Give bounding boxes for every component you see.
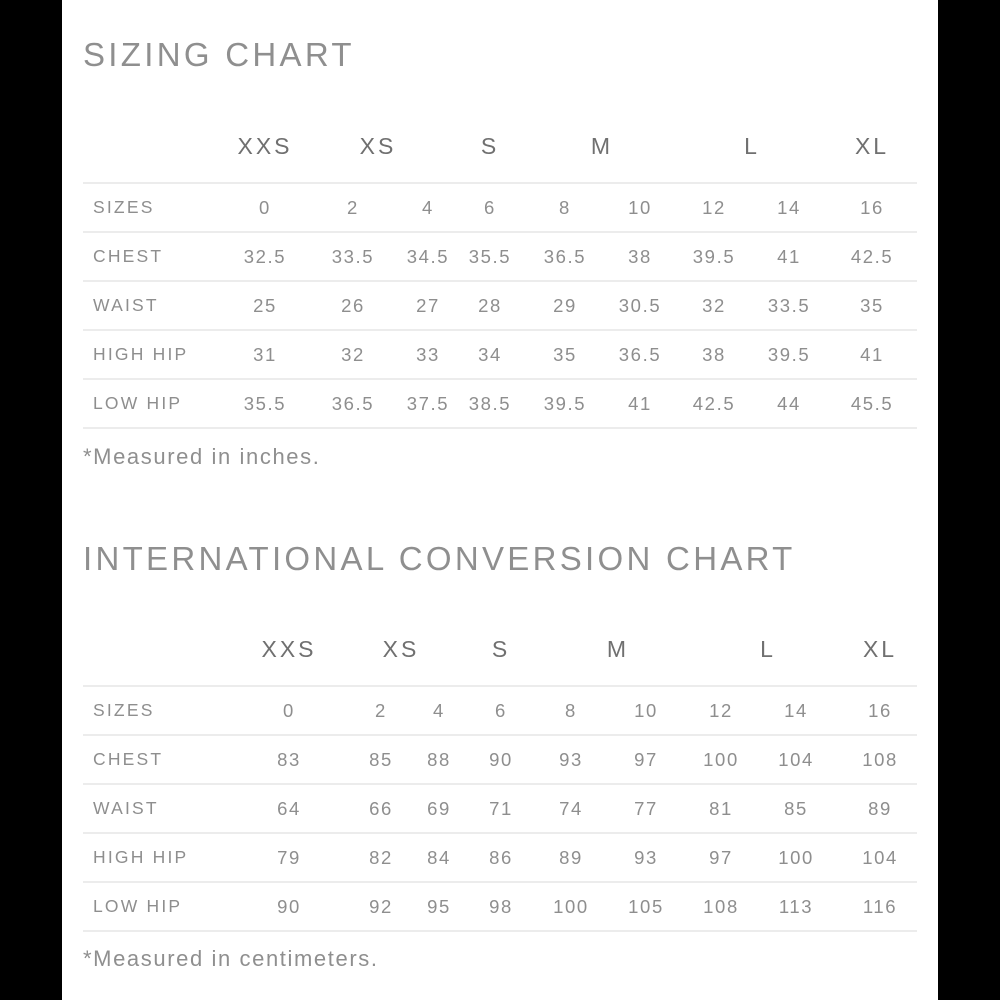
table-cell: 31 (227, 330, 303, 379)
header-spacer (83, 613, 235, 686)
table-cell: 32 (303, 330, 403, 379)
table-cell: 84 (419, 833, 459, 882)
table-cell: 41 (827, 330, 917, 379)
conversion-chart-title: INTERNATIONAL CONVERSION CHART (83, 540, 796, 577)
size-header: XS (359, 132, 397, 159)
table-cell: 100 (693, 735, 749, 784)
size-header-row (83, 613, 917, 686)
table-cell: 34.5 (403, 232, 453, 281)
table-cell: 29 (527, 281, 603, 330)
table-cell: 33 (403, 330, 453, 379)
row-label: LOW HIP (83, 882, 235, 931)
table-cell: 8 (527, 183, 603, 232)
table-cell: 95 (419, 882, 459, 931)
table-cell: 38 (677, 330, 751, 379)
size-header: L (760, 635, 776, 662)
table-cell: 33.5 (751, 281, 827, 330)
header-spacer (83, 110, 227, 183)
table-cell: 39.5 (751, 330, 827, 379)
size-header: XL (862, 635, 898, 662)
table-cell: 100 (749, 833, 843, 882)
table-cell: 81 (693, 784, 749, 833)
table-cell: 12 (693, 686, 749, 735)
table-cell: 104 (843, 833, 917, 882)
table-cell: 30.5 (603, 281, 677, 330)
table-cell: 4 (403, 183, 453, 232)
table-cell: 2 (303, 183, 403, 232)
table-cell: 41 (603, 379, 677, 428)
table-cell: 6 (459, 686, 543, 735)
table-cell: 66 (343, 784, 419, 833)
table-cell: 83 (235, 735, 343, 784)
size-header: XXS (261, 635, 317, 662)
row-label: SIZES (83, 686, 235, 735)
table-cell: 97 (599, 735, 693, 784)
table-cell: 44 (751, 379, 827, 428)
table-row (83, 735, 917, 784)
size-header: S (491, 635, 511, 662)
sizing-chart-title: SIZING CHART (83, 36, 355, 73)
table-cell: 27 (403, 281, 453, 330)
conversion-chart-table (83, 613, 917, 932)
row-label: WAIST (83, 784, 235, 833)
row-label: SIZES (83, 183, 227, 232)
table-cell: 38.5 (453, 379, 527, 428)
table-cell: 38 (603, 232, 677, 281)
table-cell: 90 (459, 735, 543, 784)
table-cell: 0 (227, 183, 303, 232)
table-cell: 39.5 (527, 379, 603, 428)
size-header: XXS (237, 132, 293, 159)
table-cell: 77 (599, 784, 693, 833)
table-cell: 6 (453, 183, 527, 232)
table-cell: 35 (527, 330, 603, 379)
table-cell: 26 (303, 281, 403, 330)
table-cell: 4 (419, 686, 459, 735)
table-cell: 35 (827, 281, 917, 330)
table-cell: 35.5 (227, 379, 303, 428)
table-cell: 90 (235, 882, 343, 931)
table-row (83, 686, 917, 735)
table-cell: 25 (227, 281, 303, 330)
table-cell: 39.5 (677, 232, 751, 281)
table-cell: 41 (751, 232, 827, 281)
table-cell: 32.5 (227, 232, 303, 281)
size-header: L (744, 132, 760, 159)
table-cell: 97 (693, 833, 749, 882)
table-cell: 34 (453, 330, 527, 379)
table-cell: 88 (419, 735, 459, 784)
table-cell: 33.5 (303, 232, 403, 281)
table-row (83, 882, 917, 931)
table-cell: 82 (343, 833, 419, 882)
table-cell: 28 (453, 281, 527, 330)
table-cell: 42.5 (827, 232, 917, 281)
table-cell: 116 (843, 882, 917, 931)
table-cell: 105 (599, 882, 693, 931)
table-row (83, 183, 917, 232)
content-panel (62, 0, 938, 1000)
size-header-row (83, 110, 917, 183)
size-header: S (480, 132, 500, 159)
table-row (83, 232, 917, 281)
table-cell: 42.5 (677, 379, 751, 428)
table-cell: 92 (343, 882, 419, 931)
table-row (83, 379, 917, 428)
table-cell: 69 (419, 784, 459, 833)
conversion-chart-note: *Measured in centimeters. (83, 946, 379, 971)
table-row (83, 784, 917, 833)
table-cell: 104 (749, 735, 843, 784)
table-row (83, 833, 917, 882)
table-cell: 37.5 (403, 379, 453, 428)
table-cell: 14 (749, 686, 843, 735)
table-row (83, 330, 917, 379)
table-cell: 86 (459, 833, 543, 882)
table-cell: 85 (343, 735, 419, 784)
table-cell: 36.5 (603, 330, 677, 379)
table-cell: 16 (827, 183, 917, 232)
row-label: HIGH HIP (83, 833, 235, 882)
table-cell: 8 (543, 686, 599, 735)
table-cell: 74 (543, 784, 599, 833)
sizing-chart-note: *Measured in inches. (83, 444, 321, 469)
table-cell: 93 (543, 735, 599, 784)
size-header: M (606, 635, 630, 662)
table-cell: 98 (459, 882, 543, 931)
row-label: CHEST (83, 232, 227, 281)
row-label: CHEST (83, 735, 235, 784)
table-cell: 64 (235, 784, 343, 833)
size-header: XS (382, 635, 420, 662)
table-cell: 93 (599, 833, 693, 882)
table-cell: 16 (843, 686, 917, 735)
table-cell: 45.5 (827, 379, 917, 428)
table-row (83, 281, 917, 330)
table-cell: 36.5 (527, 232, 603, 281)
row-label: LOW HIP (83, 379, 227, 428)
table-cell: 12 (677, 183, 751, 232)
sizing-chart-table (83, 110, 917, 429)
table-cell: 113 (749, 882, 843, 931)
table-cell: 108 (843, 735, 917, 784)
table-cell: 108 (693, 882, 749, 931)
table-cell: 89 (843, 784, 917, 833)
table-cell: 85 (749, 784, 843, 833)
table-cell: 36.5 (303, 379, 403, 428)
size-header: XL (854, 132, 890, 159)
row-label: HIGH HIP (83, 330, 227, 379)
table-cell: 100 (543, 882, 599, 931)
table-cell: 14 (751, 183, 827, 232)
table-cell: 32 (677, 281, 751, 330)
table-cell: 89 (543, 833, 599, 882)
table-cell: 0 (235, 686, 343, 735)
table-cell: 2 (343, 686, 419, 735)
size-header: M (590, 132, 614, 159)
table-cell: 71 (459, 784, 543, 833)
table-cell: 10 (603, 183, 677, 232)
table-cell: 79 (235, 833, 343, 882)
table-cell: 35.5 (453, 232, 527, 281)
table-cell: 10 (599, 686, 693, 735)
row-label: WAIST (83, 281, 227, 330)
